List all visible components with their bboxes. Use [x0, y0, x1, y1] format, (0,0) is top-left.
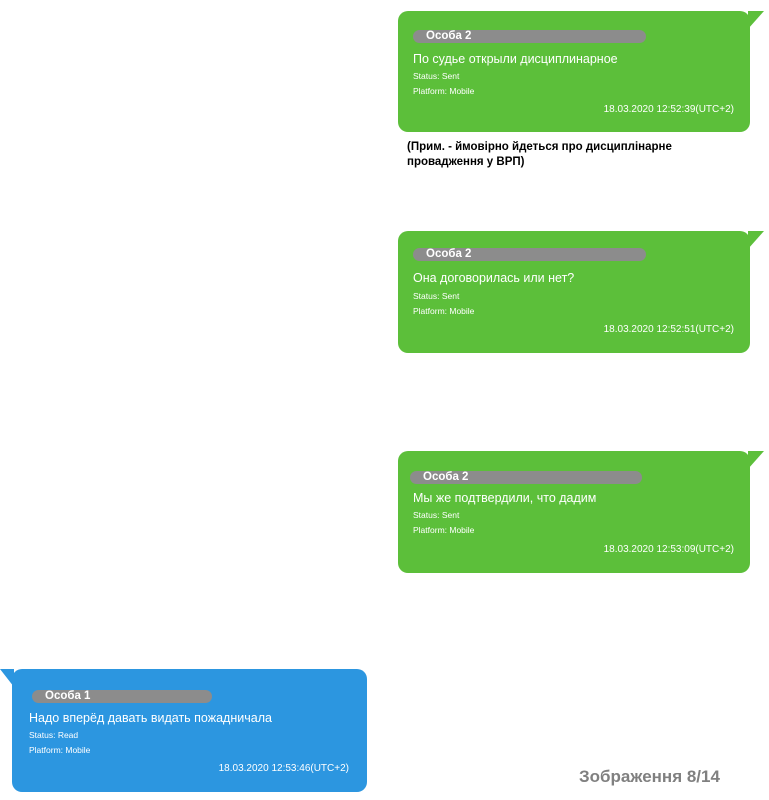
message-platform: Platform: Mobile [413, 86, 475, 96]
sender-name: Особа 2 [410, 471, 642, 484]
message-text: Мы же подтвердили, что дадим [413, 491, 597, 505]
message-text: Она договорилась или нет? [413, 271, 575, 285]
annotation-line-1: (Прим. - ймовірно йдеться про дисциплінарне [407, 141, 672, 153]
message-timestamp: 18.03.2020 12:53:46(UTC+2) [218, 763, 349, 774]
message-bubble [12, 669, 367, 792]
message-bubble [398, 451, 750, 573]
message-platform: Platform: Mobile [413, 306, 475, 316]
message-platform: Platform: Mobile [413, 525, 475, 535]
image-caption: Зображення 8/14 [579, 767, 720, 786]
bubble-tail [748, 451, 764, 469]
message-status: Status: Sent [413, 291, 460, 301]
sender-name: Особа 1 [32, 690, 212, 703]
bubble-tail [748, 11, 764, 29]
sender-name: Особа 2 [413, 248, 646, 261]
message-platform: Platform: Mobile [29, 745, 91, 755]
annotation-note [407, 140, 737, 170]
message-text: По судье открыли дисциплинарное [413, 52, 618, 66]
bubble-tail [0, 669, 14, 687]
message-status: Status: Read [29, 730, 79, 740]
message-bubble [398, 231, 750, 353]
message-status: Status: Sent [413, 510, 460, 520]
message-text: Надо вперёд давать видать пожадничала [29, 711, 272, 725]
annotation-line-2: провадження у ВРП) [407, 156, 525, 168]
message-bubble [398, 11, 750, 132]
bubble-tail [748, 231, 764, 249]
message-timestamp: 18.03.2020 12:53:09(UTC+2) [603, 544, 734, 555]
sender-name: Особа 2 [413, 30, 646, 43]
message-status: Status: Sent [413, 71, 460, 81]
message-timestamp: 18.03.2020 12:52:51(UTC+2) [603, 324, 734, 335]
message-timestamp: 18.03.2020 12:52:39(UTC+2) [603, 104, 734, 115]
